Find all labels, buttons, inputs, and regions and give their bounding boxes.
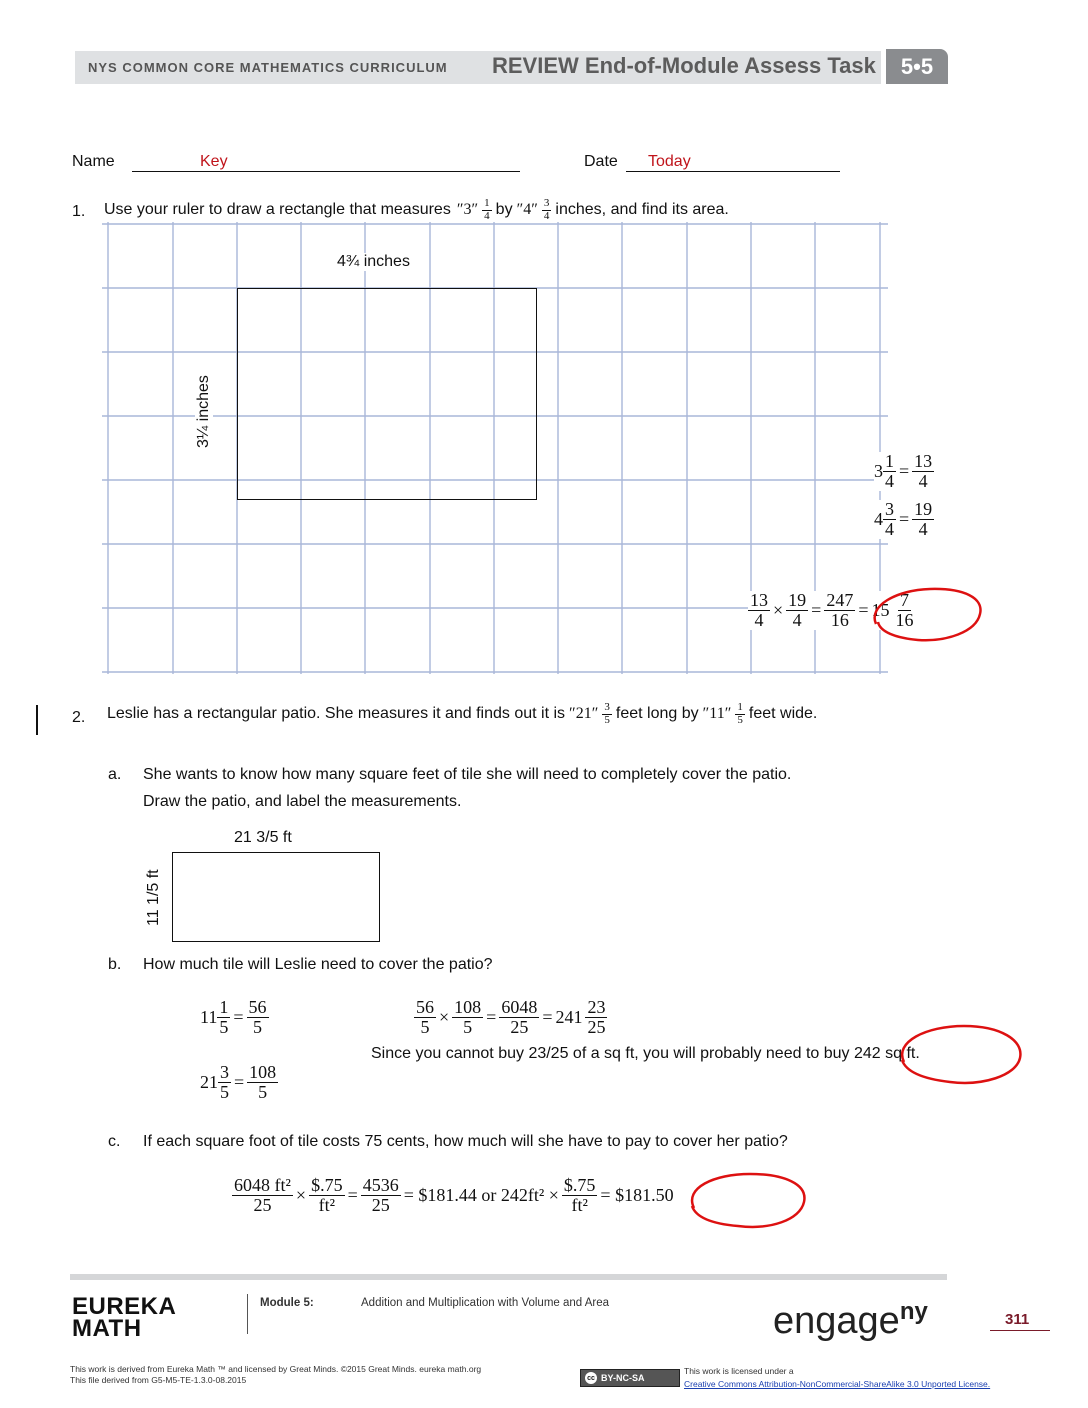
patio-rectangle bbox=[172, 852, 380, 942]
page-title: REVIEW End-of-Module Assess Task bbox=[492, 53, 876, 78]
q2b-conversion-2: 21 $\frac{3}{5}$ = $\frac{108}{5}$ bbox=[200, 1062, 277, 1102]
name-line bbox=[132, 171, 520, 172]
q1-number: 1. bbox=[72, 203, 86, 220]
q2a-text-1: She wants to know how many square feet of tile she will need to completely cover the patio. bbox=[143, 766, 792, 783]
answer-circle-2 bbox=[890, 1018, 1028, 1092]
text-cursor bbox=[36, 705, 38, 735]
answer-circle-1 bbox=[866, 584, 988, 648]
q1-prompt: Use your ruler to draw a rectangle that measures ″ 3 ″ $\frac{1}{4}$ by ″ 4 ″ $\frac{3}{4}$ inches, and find its area. bbox=[104, 197, 729, 222]
q2b-area-equation: $\frac{56}{5}$ × $\frac{108}{5}$ = $\frac{6048}{25}$ = 241 $\frac{23}{25}$ bbox=[416, 997, 606, 1037]
q2-number: 2. bbox=[72, 709, 86, 726]
q1-conversion-1: 3 $\frac{1}{4}$ = $\frac{13}{4}$ bbox=[874, 451, 933, 491]
q2b-conversion-1: 11 $\frac{1}{5}$ = $\frac{56}{5}$ bbox=[200, 997, 267, 1037]
module-label: Module 5: bbox=[260, 1297, 314, 1309]
page-number-rule bbox=[990, 1330, 1050, 1331]
patio-width-label: 11 1/5 ft bbox=[145, 869, 162, 926]
name-label: Name bbox=[72, 153, 115, 170]
date-line bbox=[626, 171, 840, 172]
module-badge: 5•5 bbox=[886, 49, 948, 84]
q2c-cost-equation: $\frac{\text{6048 ft²}}{25}$ × $\frac{\$.75}{\text{ft²}}$ = $\frac{4536}{25}$ = $181.44 or 242ft² × $\frac{\$.75}{\text{ft²}}$ = $181.50 bbox=[234, 1175, 674, 1215]
q2c-label: c. bbox=[108, 1133, 121, 1150]
license-line-1: This work is licensed under a bbox=[684, 1366, 794, 1376]
module-title: Addition and Multiplication with Volume and Area bbox=[361, 1297, 610, 1309]
rect-height-label: 3¼ inches bbox=[195, 375, 212, 448]
date-value[interactable]: Today bbox=[648, 153, 691, 170]
credit-line-1: This work is derived from Eureka Math ™ and licensed by Great Minds. ©2015 Great Minds. eureka math.org bbox=[70, 1364, 482, 1374]
q2-prompt: Leslie has a rectangular patio. She measures it and finds out it is ″ 21 ″ $\frac{3}{5}$ feet long by ″ 11 ″ $\frac{1}{5}$ feet wide. bbox=[107, 701, 818, 726]
footer-bar bbox=[70, 1274, 947, 1280]
q2c-text: If each square foot of tile costs 75 cents, how much will she have to pay to cover her patio? bbox=[143, 1133, 788, 1150]
answer-circle-3 bbox=[682, 1168, 812, 1234]
page-number: 311 bbox=[1005, 1311, 1030, 1328]
cc-icon: cc bbox=[585, 1372, 597, 1384]
engageny-logo: engage$^{ny}$ bbox=[773, 1298, 928, 1342]
credit-line-2: This file derived from G5-M5-TE-1.3.0-08.2015 bbox=[70, 1375, 247, 1385]
date-label: Date bbox=[584, 153, 618, 170]
q2b-text: How much tile will Leslie need to cover the patio? bbox=[143, 956, 493, 973]
patio-length-label: 21 3/5 ft bbox=[234, 829, 292, 846]
footer-divider bbox=[247, 1294, 248, 1334]
cc-license-badge: cc BY-NC-SA bbox=[580, 1369, 680, 1387]
curriculum-label: NYS COMMON CORE MATHEMATICS CURRICULUM bbox=[88, 60, 448, 75]
q1-conversion-2: 4 $\frac{3}{4}$ = $\frac{19}{4}$ bbox=[874, 499, 933, 539]
q2a-label: a. bbox=[108, 766, 122, 783]
name-value[interactable]: Key bbox=[200, 153, 228, 170]
license-link[interactable]: Creative Commons Attribution-NonCommercial-ShareAlike 3.0 Unported License. bbox=[684, 1379, 991, 1389]
rectangle-drawing bbox=[237, 288, 537, 500]
rect-width-label: 4¾ inches bbox=[337, 253, 410, 270]
q2a-text-2: Draw the patio, and label the measurements. bbox=[143, 793, 462, 810]
q2b-label: b. bbox=[108, 956, 122, 973]
q2b-note: Since you cannot buy 23/25 of a sq ft, you will probably need to buy 242 sq ft. bbox=[371, 1045, 920, 1062]
q1-area-equation: $\frac{13}{4}$ × $\frac{19}{4}$ = $\frac{247}{16}$ = 15 $\frac{7}{16}$ bbox=[750, 590, 914, 630]
eureka-math-logo: EUREKA MATH bbox=[72, 1293, 177, 1342]
